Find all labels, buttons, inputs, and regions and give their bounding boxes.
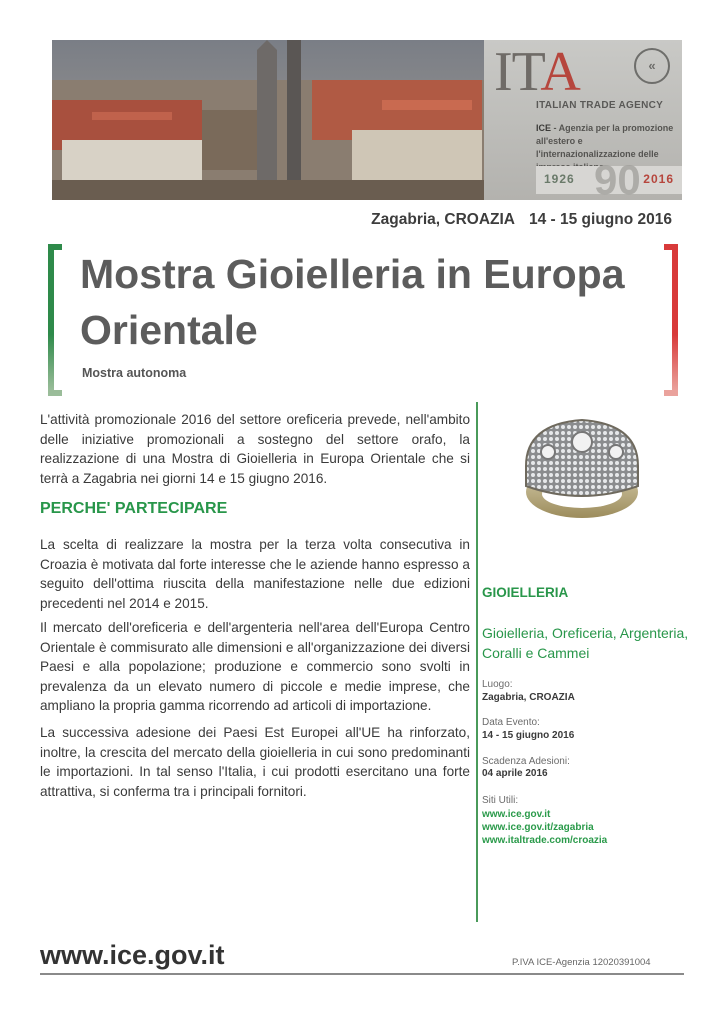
body-paragraph: La successiva adesione dei Paesi Est Europei all'UE ha rinforzato, inoltre, la crescita del mercato della gioielleria in cui sono predominanti le importazioni. In tal senso l'Italia, i cui prodotti esercitano una forte attrattiva, si conferma tra i principali fornitori.	[40, 725, 470, 799]
column-divider	[476, 402, 478, 922]
luogo-value: Zagabria, CROAZIA	[482, 692, 575, 703]
anniversary-bar	[536, 156, 682, 200]
data-evento-value: 14 - 15 giugno 2016	[482, 730, 575, 741]
body-paragraph: La scelta di realizzare la mostra per la terza volta consecutiva in Croazia è motivata dal forte interesse che le aziende hanno espresso a seguito dell'ottima riuscita della manifestazione nelle due edizioni precedenti nel 2014 e 2015.	[40, 537, 470, 611]
event-subtitle: Mostra autonoma	[82, 366, 187, 380]
category-description: Gioielleria, Oreficeria, Argenteria, Coralli e Cammei	[482, 625, 689, 661]
anniversary-number: 90	[594, 156, 641, 200]
event-dates: 14 - 15 giugno 2016	[529, 211, 672, 228]
header-banner	[52, 40, 682, 200]
year-start: 1926	[544, 172, 575, 186]
link-ice[interactable]: www.ice.gov.it	[482, 809, 551, 820]
section-heading: PERCHE' PARTECIPARE	[40, 500, 228, 517]
ita-logo-panel	[484, 40, 682, 200]
ita-logo: ITA	[494, 41, 580, 103]
event-place: Zagabria, CROAZIA	[371, 211, 515, 228]
link-ice-zagabria[interactable]: www.ice.gov.it/zagabria	[482, 822, 594, 833]
scadenza-value: 04 aprile 2016	[482, 768, 548, 779]
intro-paragraph: L'attività promozionale 2016 del settore oreficeria prevede, nell'ambito delle iniziative promozionali a sostegno del settore orafo, la realizzazione di una Mostra di Gioielleria in Europa Orientale che si terrà a Zagabria nei giorni 14 e 15 giugno 2016.	[40, 412, 470, 486]
body-paragraph: Il mercato dell'oreficeria e dell'argenteria nell'area dell'Europa Centro Orientale è commisurato alle dimensioni e all'organizzazione dei diversi Paesi e alla popolazione; produzione e commercio sono svolti in prevalenza da un elevato numero di piccole e medie imprese, che ampliano la propria gamma ricorrendo ad articoli di importazione.	[40, 620, 470, 713]
data-evento-label: Data Evento:	[482, 717, 540, 728]
ice-description: ICE - Agenzia per la promozione all'estero e l'internazionalizzazione delle	[536, 123, 674, 159]
right-red-bracket	[664, 244, 678, 396]
scadenza-label: Scadenza Adesioni:	[482, 756, 570, 767]
ice-emblem-icon: «	[634, 48, 670, 84]
vat-number: P.IVA ICE-Agenzia 12020391004	[512, 957, 651, 968]
left-green-bracket	[48, 244, 62, 396]
footer-rule	[40, 973, 684, 975]
year-end: 2016	[643, 172, 674, 186]
footer-url[interactable]: www.ice.gov.it	[40, 940, 225, 970]
link-italtrade-croazia[interactable]: www.italtrade.com/croazia	[482, 835, 608, 846]
luogo-label: Luogo:	[482, 679, 513, 690]
agency-name: ITALIAN TRADE AGENCY	[536, 100, 664, 111]
siti-utili-label: Siti Utili:	[482, 795, 519, 806]
jewelry-ring-image	[512, 406, 652, 524]
event-title: Mostra Gioielleria in Europa Orientale	[80, 251, 625, 353]
event-place-date	[360, 211, 672, 229]
category-heading: GIOIELLERIA	[482, 585, 569, 600]
zagreb-city-photo	[52, 40, 484, 200]
